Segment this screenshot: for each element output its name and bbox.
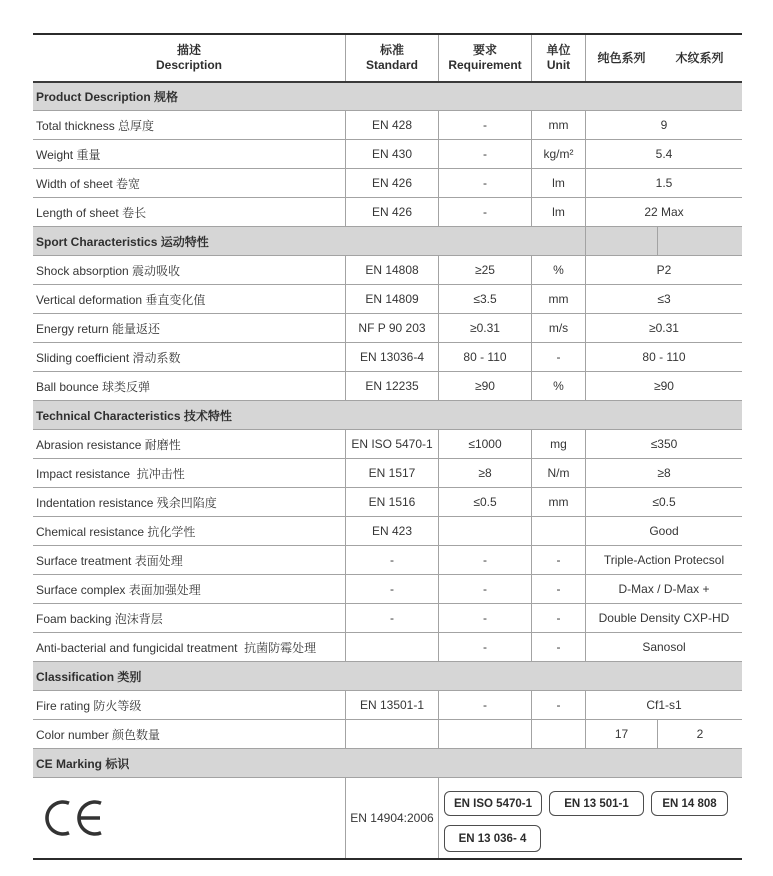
cell-standard: - — [345, 604, 438, 632]
cell-requirement: - — [438, 140, 531, 168]
cell-description: Energy return 能量返还 — [36, 321, 161, 336]
section-title: Sport Characteristics 运动特性 — [36, 234, 209, 249]
cell-value-solid: 17 — [585, 720, 657, 748]
ce-standard: EN 14904:2006 — [345, 778, 438, 858]
cell-unit: - — [531, 575, 585, 603]
ce-badge-group — [438, 778, 742, 858]
cell-description: Anti-bacterial and fungicidal treatment 抗菌防霉处理 — [36, 640, 317, 655]
cell-unit: mg — [531, 430, 585, 458]
cell-standard — [345, 633, 438, 661]
cell-unit — [531, 517, 585, 545]
cell-unit: m/s — [531, 314, 585, 342]
cell-standard: EN 428 — [345, 111, 438, 139]
table-row — [33, 517, 742, 546]
cell-unit: - — [531, 633, 585, 661]
cell-requirement — [438, 517, 531, 545]
header-description — [33, 35, 345, 81]
cell-requirement: - — [438, 575, 531, 603]
cell-standard: EN 1517 — [345, 459, 438, 487]
cell-description: Vertical deformation 垂直变化值 — [36, 292, 206, 307]
table-row — [33, 198, 742, 227]
cell-requirement: - — [438, 691, 531, 719]
table-row — [33, 633, 742, 662]
cell-description: Total thickness 总厚度 — [36, 118, 155, 133]
cell-unit: mm — [531, 111, 585, 139]
cell-description: Length of sheet 卷长 — [36, 205, 147, 220]
cell-description: Surface treatment 表面处理 — [36, 553, 183, 568]
cell-description: Width of sheet 卷宽 — [36, 176, 141, 191]
header-series-solid: 纯色系列 — [585, 35, 657, 81]
table-row — [33, 314, 742, 343]
section-title: CE Marking 标识 — [36, 756, 130, 771]
cell-value: Good — [585, 517, 742, 545]
cell-description: Ball bounce 球类反弹 — [36, 379, 151, 394]
table-row — [33, 430, 742, 459]
cell-unit: N/m — [531, 459, 585, 487]
header-description-en: Description — [155, 58, 222, 72]
header-unit-cn: 单位 — [546, 43, 571, 57]
cell-description: Surface complex 表面加强处理 — [36, 582, 201, 597]
table-row — [33, 546, 742, 575]
cell-value: Sanosol — [585, 633, 742, 661]
ce-mark-logo — [44, 798, 106, 838]
table-row — [33, 459, 742, 488]
cell-value: Cf1-s1 — [585, 691, 742, 719]
cell-unit: lm — [531, 198, 585, 226]
header-unit-en: Unit — [546, 58, 571, 72]
cell-description: Chemical resistance 抗化学性 — [36, 524, 196, 539]
cell-requirement: - — [438, 198, 531, 226]
cell-requirement: - — [438, 633, 531, 661]
cell-description: Sliding coefficient 滑动系数 — [36, 350, 181, 365]
cell-value: 22 Max — [585, 198, 742, 226]
cell-value: ≥0.31 — [585, 314, 742, 342]
cell-value: 5.4 — [585, 140, 742, 168]
cell-unit: - — [531, 546, 585, 574]
cell-standard: EN 430 — [345, 140, 438, 168]
header-requirement-cn: 要求 — [472, 43, 497, 57]
cell-description: Color number 颜色数量 — [36, 727, 161, 742]
cell-requirement: - — [438, 169, 531, 197]
section-ce-marking — [33, 749, 742, 778]
cell-standard: - — [345, 575, 438, 603]
cell-requirement: - — [438, 111, 531, 139]
table-row — [33, 720, 742, 749]
section-blank-cell — [585, 227, 657, 255]
cell-description: Shock absorption 震动吸收 — [36, 263, 181, 278]
cell-standard: EN 426 — [345, 169, 438, 197]
table-row — [33, 285, 742, 314]
header-standard-en: Standard — [365, 58, 418, 72]
cell-unit: mm — [531, 285, 585, 313]
cell-description: Impact resistance 抗冲击性 — [36, 466, 185, 481]
cell-value: 9 — [585, 111, 742, 139]
table-row — [33, 575, 742, 604]
header-standard — [345, 35, 438, 81]
cell-standard: EN 14809 — [345, 285, 438, 313]
cell-description: Weight 重量 — [36, 147, 101, 162]
cell-standard: EN 12235 — [345, 372, 438, 400]
cell-standard: EN 1516 — [345, 488, 438, 516]
header-description-cn: 描述 — [176, 43, 201, 57]
table-row — [33, 343, 742, 372]
section-title: Classification 类别 — [36, 669, 142, 684]
cell-requirement: ≥25 — [438, 256, 531, 284]
cell-standard: - — [345, 546, 438, 574]
cell-requirement: 80 - 110 — [438, 343, 531, 371]
cell-standard: EN ISO 5470-1 — [345, 430, 438, 458]
cell-description: Abrasion resistance 耐磨性 — [36, 437, 181, 452]
table-row — [33, 372, 742, 401]
cell-requirement: ≥8 — [438, 459, 531, 487]
cell-value: Double Density CXP-HD — [585, 604, 742, 632]
cell-requirement: ≤0.5 — [438, 488, 531, 516]
header-standard-cn: 标准 — [379, 43, 404, 57]
cell-standard: EN 14808 — [345, 256, 438, 284]
cell-standard — [345, 720, 438, 748]
ce-badge: EN 13 036- 4 — [444, 825, 541, 852]
ce-badge: EN 14 808 — [651, 791, 728, 816]
cell-requirement: - — [438, 546, 531, 574]
ce-badge: EN 13 501-1 — [549, 791, 644, 816]
cell-description: Fire rating 防火等级 — [36, 698, 142, 713]
spec-table — [33, 33, 742, 860]
cell-standard: NF P 90 203 — [345, 314, 438, 342]
table-row — [33, 111, 742, 140]
table-row — [33, 604, 742, 633]
header-unit — [531, 35, 585, 81]
cell-value-wood: 2 — [657, 720, 742, 748]
cell-requirement: ≥90 — [438, 372, 531, 400]
cell-unit: % — [531, 372, 585, 400]
header-requirement — [438, 35, 531, 81]
cell-unit: kg/m² — [531, 140, 585, 168]
table-row — [33, 691, 742, 720]
cell-unit: % — [531, 256, 585, 284]
cell-value: ≤3 — [585, 285, 742, 313]
section-title: Technical Characteristics 技术特性 — [36, 408, 232, 423]
cell-value: ≤0.5 — [585, 488, 742, 516]
cell-description: Foam backing 泡沫背层 — [36, 611, 163, 626]
cell-requirement: ≤3.5 — [438, 285, 531, 313]
ce-badge: EN ISO 5470-1 — [444, 791, 542, 816]
table-row — [33, 140, 742, 169]
cell-unit: mm — [531, 488, 585, 516]
ce-logo-cell — [33, 778, 345, 858]
cell-standard: EN 13036-4 — [345, 343, 438, 371]
table-row — [33, 488, 742, 517]
cell-unit: - — [531, 343, 585, 371]
cell-standard: EN 13501-1 — [345, 691, 438, 719]
cell-value: ≤350 — [585, 430, 742, 458]
table-row — [33, 169, 742, 198]
section-technical-characteristics — [33, 401, 742, 430]
section-sport-characteristics — [33, 227, 742, 256]
cell-unit: lm — [531, 169, 585, 197]
cell-description: Indentation resistance 残余凹陷度 — [36, 495, 217, 510]
ce-marking-row — [33, 778, 742, 860]
cell-requirement: ≥0.31 — [438, 314, 531, 342]
cell-requirement: ≤1000 — [438, 430, 531, 458]
cell-value: 1.5 — [585, 169, 742, 197]
table-header — [33, 33, 742, 83]
cell-value: 80 - 110 — [585, 343, 742, 371]
cell-unit: - — [531, 604, 585, 632]
cell-requirement: - — [438, 604, 531, 632]
table-row — [33, 256, 742, 285]
cell-standard: EN 426 — [345, 198, 438, 226]
cell-value: Triple-Action Protecsol — [585, 546, 742, 574]
header-series-wood: 木纹系列 — [675, 50, 724, 65]
cell-value: D-Max / D-Max + — [585, 575, 742, 603]
cell-unit: - — [531, 691, 585, 719]
section-product-description — [33, 83, 742, 111]
cell-requirement — [438, 720, 531, 748]
section-blank-cell — [657, 227, 742, 255]
cell-standard: EN 423 — [345, 517, 438, 545]
header-requirement-en: Requirement — [448, 58, 522, 72]
cell-value: P2 — [585, 256, 742, 284]
cell-unit — [531, 720, 585, 748]
section-classification — [33, 662, 742, 691]
cell-value: ≥8 — [585, 459, 742, 487]
cell-value: ≥90 — [585, 372, 742, 400]
section-title: Product Description 规格 — [36, 90, 179, 104]
